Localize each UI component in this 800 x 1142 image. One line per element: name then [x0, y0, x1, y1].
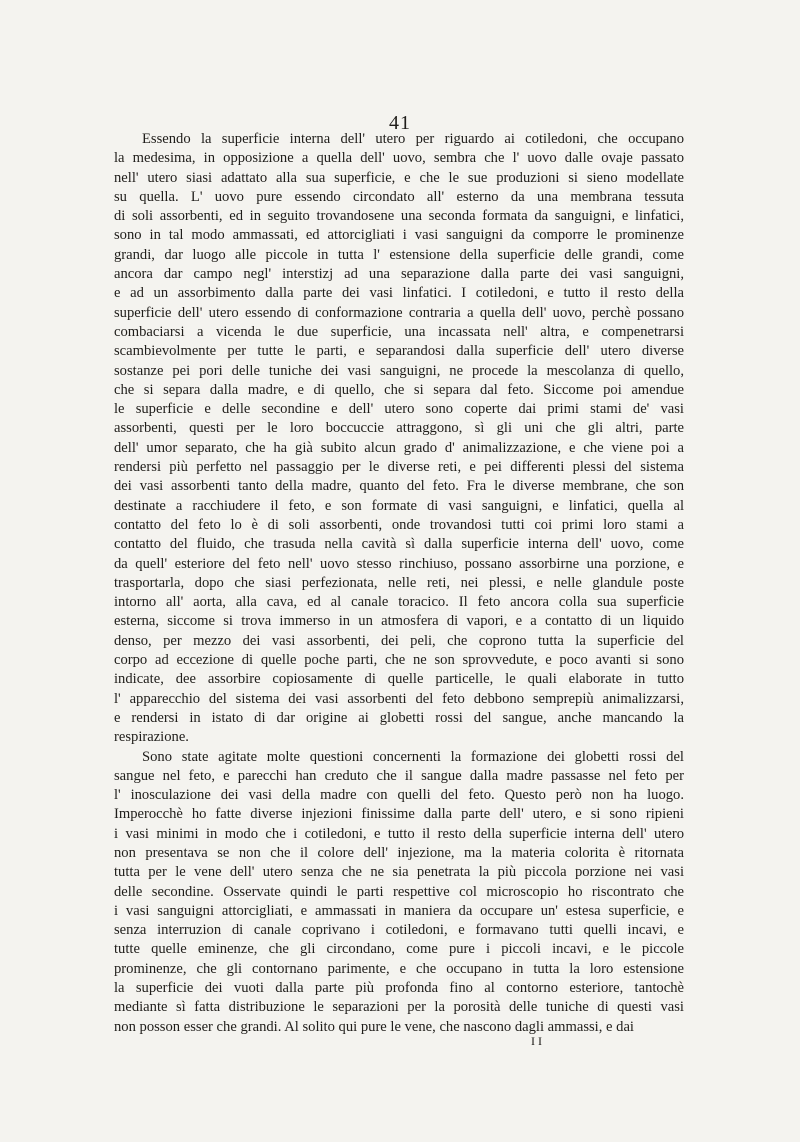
text-line: tutta per le vene dell' utero senza che ne sia penetrata la più piccola porzione nei vasi [114, 864, 684, 881]
text-line: sangue nel feto, e parecchi han creduto che il sangue dalla madre passasse nel feto per [114, 767, 684, 784]
text-line: l' inosculazione dei vasi della madre con quelli del feto. Questo però non ha luogo. [114, 787, 684, 804]
text-line: denso, per mezzo dei vasi assorbenti, dei peli, che coprono tutta la superficie del [114, 632, 684, 649]
text-line: corpo ad eccezione di quelle poche parti, che ne son sprovvedute, e poco avanti si sono [114, 652, 684, 669]
text-line: intorno all' aorta, alla cava, ed al canale toracico. Il feto ancora colla sua superficie [114, 594, 684, 611]
text-line: non presentava se non che il colore dell' injezione, ma la materia colorita è ritornata [114, 844, 684, 861]
text-line: nell' utero siasi adattato alla sua superficie, e che le sue produzioni si sieno modellate [114, 169, 684, 186]
text-line: Imperocchè ho fatte diverse injezioni finissime dalla parte dell' utero, e si sono ripieni [114, 806, 684, 823]
text-line: combaciarsi a vicenda le due superficie, una incassata nell' altra, e compenetrarsi [114, 323, 684, 340]
text-line: i vasi sanguigni attorcigliati, e ammassati in maniera da occupare un' estesa superficie, e [114, 902, 684, 919]
text-line: i vasi minimi in modo che i cotiledoni, e tutto il resto della superficie interna dell' utero [114, 825, 684, 842]
text-line: su quella. L' uovo pure essendo circondato all' esterno da una membrana tessuta [114, 188, 684, 205]
text-line: prominenze, che gli contornano parimente, e che occupano in tutta la loro estensione [114, 960, 684, 977]
text-line: respirazione. [114, 729, 189, 746]
text-line: rendersi più perfetto nel passaggio per le diverse reti, e pei differenti plessi del sistema [114, 459, 684, 476]
text-line: delle secondine. Osservate quindi le parti respettive col microscopio ho riscontrato che [114, 883, 684, 900]
paragraph [114, 130, 684, 748]
text-line: ancora dar campo negl' interstizj ad una separazione dalla parte dei vasi sanguigni, [114, 266, 684, 283]
page-number: 41 [389, 112, 411, 134]
signature-mark: II [531, 1034, 545, 1048]
text-line: che si separa dalla madre, e di quello, che si separa dal feto. Siccome poi amendue [114, 381, 684, 398]
text-line: grandi, dar luogo alle piccole in tutta l' estensione della superficie delle grandi, come [114, 246, 684, 263]
text-line: non posson esser che grandi. Al solito qui pure le vene, che nascono dagli ammassi, e dai [114, 1018, 634, 1035]
text-line: sostanze pei pori delle tuniche dei vasi sanguigni, ne procede la mescolanza di quello, [114, 362, 684, 379]
text-line: la medesima, in opposizione a quella dell' uovo, sembra che l' uovo dalle ovaje passato [114, 150, 684, 167]
text-line: contatto del fluido, che trasuda nella cavità sì dalla superficie interna dell' uovo, come [114, 536, 684, 553]
text-line: mediante sì fatta distribuzione le separazioni per la porosità delle tuniche di questi vasi [114, 999, 684, 1016]
text-line: scambievolmente per tutte le parti, e separandosi dalla superficie dell' utero diverse [114, 343, 684, 360]
text-line: e rendersi in istato di dar origine ai globetti rossi del sangue, anche mancando la [114, 709, 684, 726]
paragraph [114, 748, 684, 1037]
text-line: superficie dell' utero essendo di conformazione contraria a quella dell' uovo, perchè possano [114, 304, 684, 321]
text-line: esterna, siccome si trova immerso in un atmosfera di vapori, e a contatto di un liquido [114, 613, 684, 630]
text-line: da quell' esteriore del feto nell' uovo stesso rinchiuso, possano assorbirne una porzione, e [114, 555, 684, 572]
text-line: destinate a racchiudere il feto, e son formate di vasi sanguigni, e linfatici, quella al [114, 497, 684, 514]
text-line: Sono state agitate molte questioni concernenti la formazione dei globetti rossi del [142, 748, 684, 765]
text-line: dei vasi assorbenti tanto della madre, quanto del feto. Fra le diverse membrane, che son [114, 478, 684, 495]
text-line: contatto del feto lo è di soli assorbenti, onde trovandosi tutti coi primi loro stami a [114, 516, 684, 533]
text-line: trasportarla, dopo che siasi perfezionata, nelle reti, nei plessi, e nelle glandule poste [114, 574, 684, 591]
text-line: la superficie dei vuoti dalla parte più profonda fino al contorno esteriore, tantochè [114, 980, 684, 997]
text-line: assorbenti, questi per le loro boccuccie attraggono, sì gli uni che gli altri, parte [114, 420, 684, 437]
body-text [114, 130, 684, 1037]
text-line: di soli assorbenti, ed in seguito trovandosene una seconda formata da sanguigni, e linfatici, [114, 208, 684, 225]
text-line: l' apparecchio del sistema dei vasi assorbenti del feto debbono semprepiù animalizzarsi, [114, 690, 684, 707]
text-line: dell' umor separato, che ha già subito alcun grado d' animalizzazione, e che viene poi a [114, 439, 684, 456]
text-line: Essendo la superficie interna dell' utero per riguardo ai cotiledoni, che occupano [142, 131, 684, 147]
text-line: tutte quelle eminenze, che gli circondano, come pure i piccoli incavi, e le piccole [114, 941, 684, 958]
text-line: le superficie e delle secondine e dell' utero sono coperte dai primi stami de' vasi [114, 401, 684, 418]
text-line: senza interruzion di canale coprivano i cotiledoni, e formavano tutti quelli incavi, e [114, 922, 684, 939]
text-line: indicate, dee assorbire copiosamente di quelle particelle, le quali elaborate in tutto [114, 671, 684, 688]
text-line: e ad un assorbimento dalla parte dei vasi linfatici. I cotiledoni, e tutto il resto della [114, 285, 684, 302]
text-line: sono in tal modo ammassati, ed attorcigliati i vasi sanguigni da comporre le prominenze [114, 227, 684, 244]
